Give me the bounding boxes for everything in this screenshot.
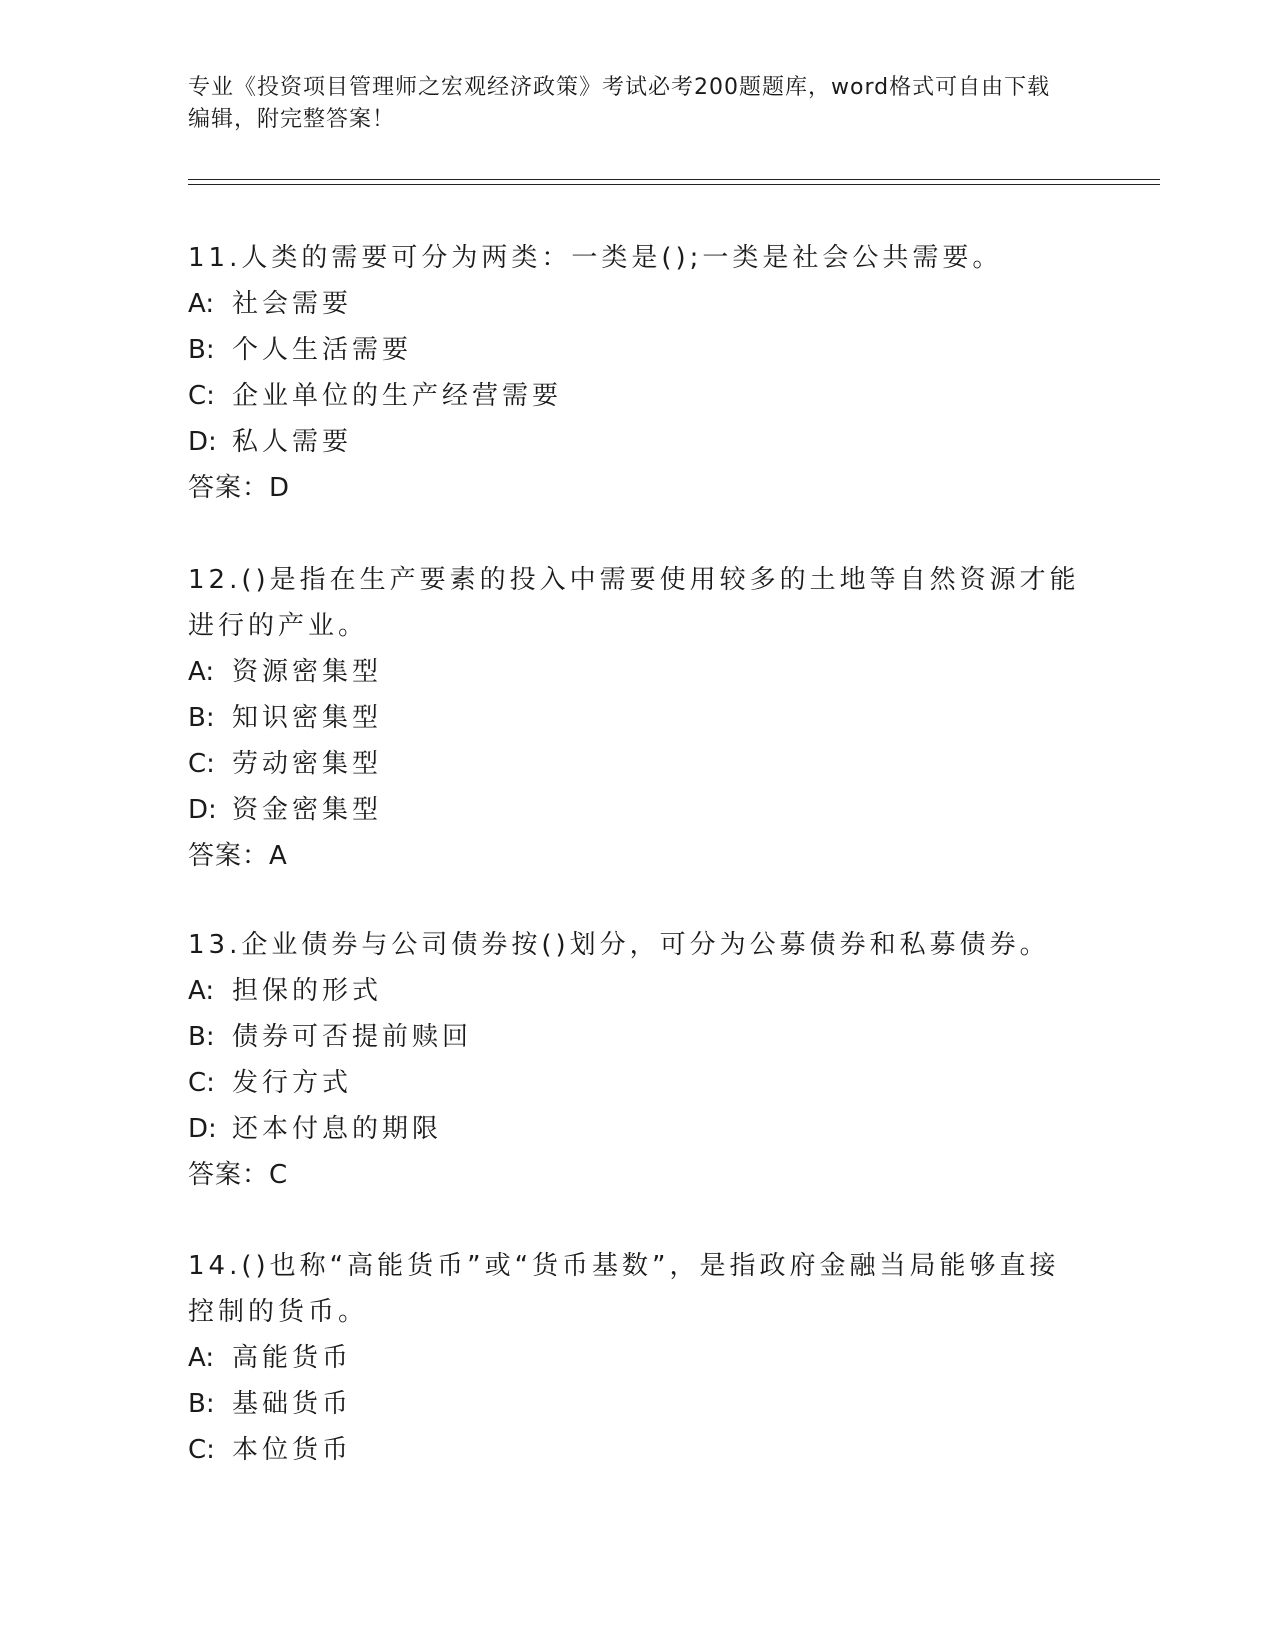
option-text: 高能货币 [232, 1343, 353, 1373]
option-d [188, 419, 1088, 465]
option-key: B: [188, 335, 215, 365]
header-divider-bottom [188, 184, 1160, 185]
option-key: B: [188, 1389, 215, 1419]
option-text: 劳动密集型 [232, 749, 383, 779]
question-13 [188, 922, 1088, 1198]
answer-line: 答案：D [188, 473, 291, 503]
option-key: D: [188, 1114, 217, 1144]
option-b [188, 1381, 1088, 1427]
question-11 [188, 235, 1088, 511]
option-text: 资金密集型 [232, 795, 383, 825]
option-key: C: [188, 749, 215, 779]
option-text: 本位货币 [232, 1435, 353, 1465]
option-d [188, 1106, 1088, 1152]
question-12 [188, 557, 1088, 879]
option-key: B: [188, 703, 215, 733]
option-key: C: [188, 1435, 215, 1465]
option-key: A: [188, 657, 215, 687]
option-text: 发行方式 [232, 1068, 353, 1098]
header-divider-top [188, 179, 1160, 180]
option-b [188, 695, 1088, 741]
answer-line: 答案：C [188, 1160, 289, 1190]
option-key: B: [188, 1022, 215, 1052]
option-text: 企业单位的生产经营需要 [232, 381, 563, 411]
option-c [188, 741, 1088, 787]
option-text: 资源密集型 [232, 657, 383, 687]
option-d [188, 787, 1088, 833]
option-key: D: [188, 427, 217, 457]
option-a [188, 649, 1088, 695]
option-key: C: [188, 381, 215, 411]
option-text: 知识密集型 [232, 703, 383, 733]
option-text: 私人需要 [232, 427, 353, 457]
option-a [188, 968, 1088, 1014]
question-stem: 11.人类的需要可分为两类：一类是();一类是社会公共需要。 [188, 243, 1003, 273]
option-b [188, 327, 1088, 373]
option-text: 社会需要 [232, 289, 353, 319]
document-header: 专业《投资项目管理师之宏观经济政策》考试必考200题题库，word格式可自由下载编辑，附完整答案！ [188, 75, 1051, 132]
option-key: A: [188, 976, 215, 1006]
option-text: 个人生活需要 [232, 335, 413, 365]
option-key: A: [188, 1343, 215, 1373]
option-key: D: [188, 795, 217, 825]
question-stem: 13.企业债券与公司债券按()划分，可分为公募债券和私募债券。 [188, 930, 1050, 960]
question-stem: 12.()是指在生产要素的投入中需要使用较多的土地等自然资源才能进行的产业。 [188, 565, 1080, 641]
option-text: 基础货币 [232, 1389, 353, 1419]
option-c [188, 373, 1088, 419]
option-a [188, 281, 1088, 327]
option-c [188, 1060, 1088, 1106]
option-b [188, 1014, 1088, 1060]
option-key: C: [188, 1068, 215, 1098]
option-a [188, 1335, 1088, 1381]
answer-line: 答案：A [188, 841, 288, 871]
option-text: 还本付息的期限 [232, 1114, 443, 1144]
option-key: A: [188, 289, 215, 319]
question-stem: 14.()也称“高能货币”或“货币基数”，是指政府金融当局能够直接控制的货币。 [188, 1251, 1060, 1327]
option-c [188, 1427, 1088, 1473]
question-14 [188, 1243, 1088, 1473]
option-text: 债券可否提前赎回 [232, 1022, 473, 1052]
option-text: 担保的形式 [232, 976, 383, 1006]
